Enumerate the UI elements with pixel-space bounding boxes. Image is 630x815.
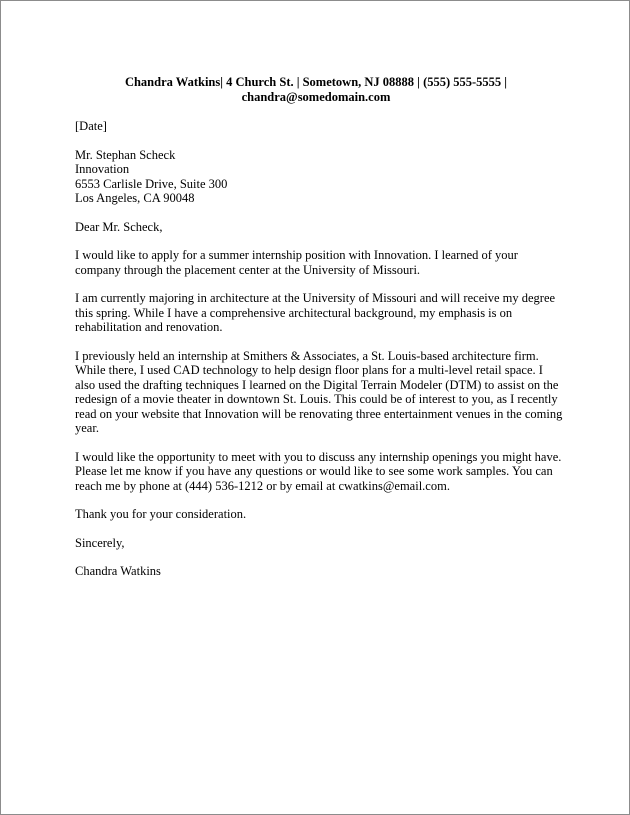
- salutation-text: Dear Mr. Scheck,: [75, 219, 163, 234]
- signature-name: Chandra Watkins: [75, 564, 161, 578]
- paragraph-line: read on your website that Innovation will be renovating three entertainment venues in the coming: [75, 406, 563, 421]
- paragraph-line: also used the drafting techniques I learned on the Digital Terrain Modeler (DTM) to assist on the: [75, 377, 559, 392]
- salutation: [75, 220, 565, 235]
- thanks-line: [75, 507, 565, 522]
- recipient-street: 6553 Carlisle Drive, Suite 300: [75, 176, 228, 191]
- paragraph-line: While there, I used CAD technology to help design floor plans for a multi-level retail space. I: [75, 363, 543, 377]
- paragraph-line: I would like the opportunity to meet with you to discuss any internship openings you might have.: [75, 449, 562, 464]
- letterhead: [1, 75, 630, 105]
- paragraph-2: [75, 291, 565, 335]
- paragraph-line: this spring. While I have a comprehensive architectural background, my emphasis is on: [75, 305, 513, 320]
- recipient-address: [75, 148, 565, 206]
- paragraph-1: [75, 248, 565, 277]
- paragraph-line: I previously held an internship at Smithers & Associates, a St. Louis-based architecture firm.: [75, 348, 539, 363]
- date-line: [75, 119, 565, 134]
- paragraph-3: [75, 349, 565, 436]
- paragraph-line: redesign of a movie theater in downtown St. Louis. This could be of interest to you, as I recently: [75, 392, 558, 406]
- paragraph-line: year.: [75, 421, 99, 435]
- signature: [75, 564, 565, 579]
- closing: [75, 536, 565, 551]
- letter-body: [75, 119, 565, 593]
- recipient-name: Mr. Stephan Scheck: [75, 147, 176, 162]
- recipient-city: Los Angeles, CA 90048: [75, 191, 195, 205]
- paragraph-4: [75, 450, 565, 494]
- letterhead-email: chandra@somedomain.com: [241, 90, 391, 104]
- letterhead-contact-line: Chandra Watkins| 4 Church St. | Sometown, NJ 08888 | (555) 555-5555 |: [124, 75, 508, 89]
- recipient-company: Innovation: [75, 162, 130, 176]
- closing-text: Sincerely,: [75, 535, 125, 550]
- paragraph-line: I would like to apply for a summer internship position with Innovation. I learned of your: [75, 248, 518, 262]
- thanks-text: Thank you for your consideration.: [75, 507, 247, 521]
- date-text: [Date]: [75, 119, 107, 133]
- paragraph-line: I am currently majoring in architecture at the University of Missouri and will receive my degree: [75, 291, 556, 305]
- paragraph-line: Please let me know if you have any questions or would like to see some work samples. You can: [75, 464, 553, 478]
- paragraph-line: rehabilitation and renovation.: [75, 320, 223, 334]
- paragraph-line: company through the placement center at the University of Missouri.: [75, 262, 421, 277]
- paragraph-line: reach me by phone at (444) 536-1212 or by email at cwatkins@email.com.: [75, 478, 450, 493]
